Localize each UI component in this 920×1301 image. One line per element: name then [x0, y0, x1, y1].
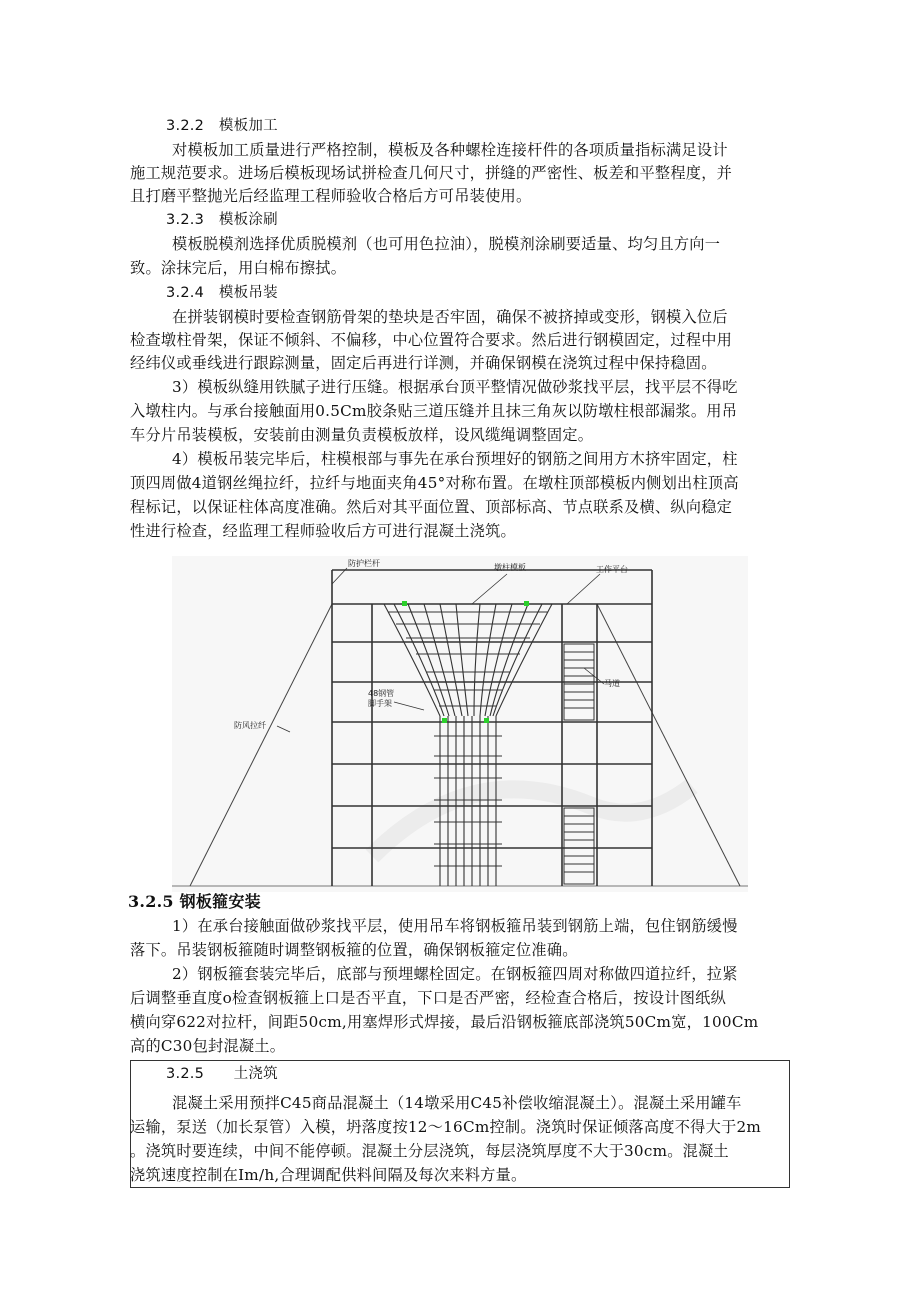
section-heading-3-2-4: 3.2.4 模板吊装	[166, 285, 278, 301]
paragraph-line: 经纬仪或垂线进行跟踪测量，固定后再进行详测，并确保钢模在浇筑过程中保持稳固。	[130, 354, 717, 372]
label-guy-wire: 防风拉纤	[234, 721, 266, 730]
paragraph-line: 车分片吊装模板，安装前由测量负责模板放样，设风缆绳调整固定。	[130, 426, 594, 444]
paragraph-line: 运输，泵送（加长泵管）入模，坍落度按12～16Cm控制。浇筑时保证倾落高度不得大于2m	[130, 1118, 762, 1136]
paragraph-line: 顶四周做4道钢丝绳拉纤，拉纤与地面夹角45°对称布置。在墩柱顶部模板内侧划出柱顶高	[130, 474, 739, 492]
label-pier-formwork: 墩柱模板	[494, 563, 526, 572]
section-heading-3-2-5-pouring: 3.2.5 土浇筑	[166, 1066, 278, 1082]
paragraph-line: 2）钢板箍套装完毕后，底部与预埋螺栓固定。在钢板箍四周对称做四道拉纤，拉紧	[172, 965, 738, 983]
section-heading-3-2-3: 3.2.3 模板涂刷	[166, 212, 278, 228]
label-scaffold-2: 脚手架	[368, 699, 392, 708]
paragraph-line: 横向穿622对拉杆，间距50cm,用塞焊形式焊接，最后沿钢板箍底部浇筑50Cm宽，100Cm	[130, 1013, 759, 1031]
paragraph-line: 致。涂抹完后，用白棉布擦拭。	[130, 259, 347, 277]
paragraph-line: 施工规范要求。进场后模板现场试拼检查几何尺寸，拼缝的严密性、板差和平整程度，并	[130, 164, 733, 182]
paragraph-line: 3）模板纵缝用铁腻子进行压缝。根据承台顶平整情况做砂浆找平层，找平层不得吃	[172, 378, 738, 396]
paragraph-line: 程标记，以保证柱体高度准确。然后对其平面位置、顶部标高、节点联系及横、纵向稳定	[130, 498, 733, 516]
paragraph-line: 高的C30包封混凝土。	[130, 1037, 286, 1055]
paragraph-line: 入墩柱内。与承台接触面用0.5Cm胶条贴三道压缝并且抹三角灰以防墩柱根部漏浆。用吊	[130, 402, 738, 420]
section-heading-3-2-2: 3.2.2 模板加工	[166, 118, 278, 134]
paragraph-line: 性进行检查，经监理工程师验收后方可进行混凝土浇筑。	[130, 522, 516, 540]
paragraph-line: 。浇筑时要连续，中间不能停顿。混凝土分层浇筑，每层浇筑厚度不大于30cm。混凝土	[130, 1142, 729, 1160]
paragraph-line: 在拼装钢模时要检查钢筋骨架的垫块是否牢固，确保不被挤掉或变形，钢模入位后	[172, 308, 728, 326]
paragraph-line: 4）模板吊装完毕后，柱模根部与事先在承台预埋好的钢筋之间用方木挤牢固定，柱	[172, 450, 738, 468]
label-work-platform: 工作平台	[596, 565, 628, 574]
paragraph-line: 且打磨平整抛光后经监理工程师验收合格后方可吊装使用。	[130, 187, 532, 205]
paragraph-line: 1）在承台接触面做砂浆找平层，使用吊车将钢板箍吊装到钢筋上端，包住钢筋缓慢	[172, 917, 738, 935]
paragraph-line: 后调整垂直度o检查钢板箍上口是否平直，下口是否严密，经检查合格后，按设计图纸纵	[130, 989, 727, 1007]
label-guardrail: 防护栏杆	[348, 559, 380, 568]
label-ramp: 马道	[604, 679, 620, 688]
scaffold-formwork-diagram	[172, 556, 748, 892]
section-heading-3-2-5-hoop: 3.2.5 钢板箍安装	[128, 892, 261, 911]
paragraph-line: 混凝土采用预拌C45商品混凝土（14墩采用C45补偿收缩混凝土）。混凝土采用罐车	[172, 1094, 742, 1112]
paragraph-line: 浇筑速度控制在Im/h,合理调配供料间隔及每次来料方量。	[130, 1166, 527, 1184]
label-scaffold: 48钢管	[368, 689, 395, 698]
paragraph-line: 模板脱模剂选择优质脱模剂（也可用色拉油），脱模剂涂刷要适量、均匀且方向一	[172, 235, 721, 253]
paragraph-line: 对模板加工质量进行严格控制，模板及各种螺栓连接杆件的各项质量指标满足设计	[172, 141, 728, 159]
paragraph-line: 检查墩柱骨架，保证不倾斜、不偏移，中心位置符合要求。然后进行钢模固定，过程中用	[130, 331, 733, 349]
paragraph-line: 落下。吊装钢板箍随时调整钢板箍的位置，确保钢板箍定位准确。	[130, 941, 578, 959]
